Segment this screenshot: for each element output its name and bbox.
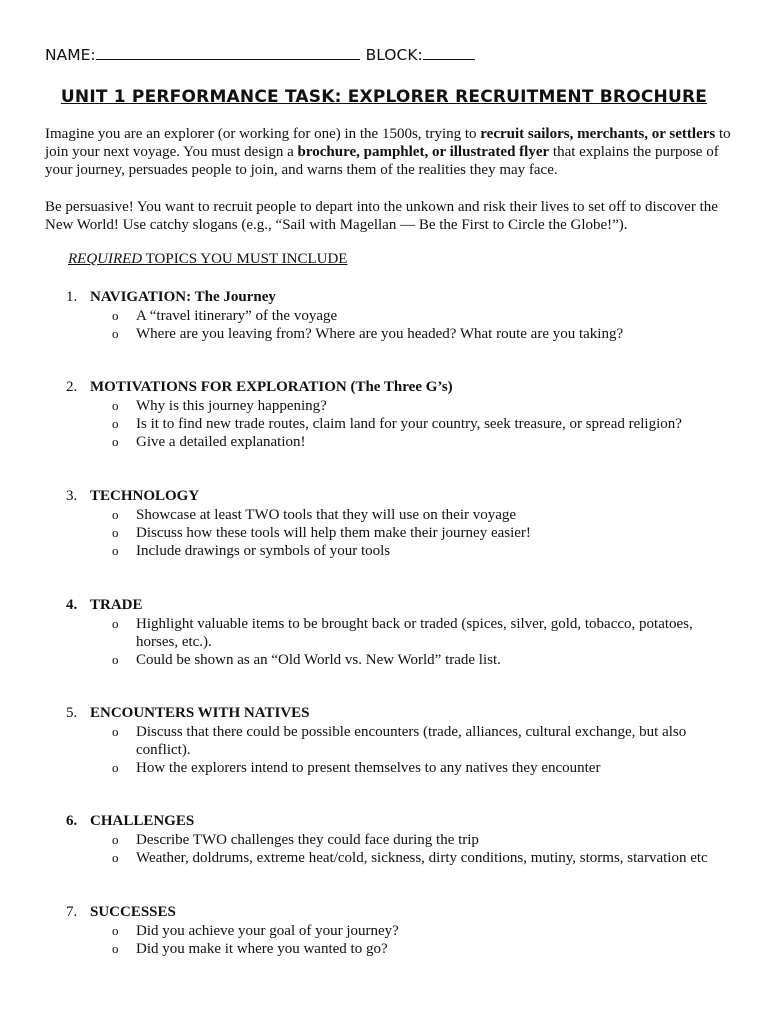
topic-title: ENCOUNTERS WITH NATIVES <box>90 705 310 721</box>
list-item <box>0 723 768 759</box>
topic-number: 2. <box>66 379 78 395</box>
list-item <box>0 397 768 415</box>
list-item <box>0 542 768 560</box>
list-item <box>0 849 768 867</box>
bullet-text: Give a detailed explanation! <box>136 434 306 450</box>
bullet-circle-icon: o <box>112 652 119 667</box>
list-item <box>0 615 768 651</box>
bullet-circle-icon: o <box>112 850 119 865</box>
bullet-text: Did you achieve your goal of your journey? <box>136 923 399 939</box>
list-item <box>0 831 768 849</box>
bullet-circle-icon: o <box>112 434 119 449</box>
topic-number: 7. <box>66 904 78 920</box>
bullet-list <box>0 615 768 669</box>
persuasion-paragraph: Be persuasive! You want to recruit people to depart into the unkown and risk their lives to set off to discover the New World! Use catchy slogans (e.g., “Sail with Magellan — Be the First to Circle the Globe!”). <box>45 199 718 233</box>
bullet-text: How the explorers intend to present themselves to any natives they encounter <box>136 760 601 776</box>
list-item <box>0 940 768 958</box>
required-rest: TOPICS YOU MUST INCLUDE <box>142 251 348 267</box>
bullet-text: Discuss how these tools will help them make their journey easier! <box>136 525 531 541</box>
bullet-circle-icon: o <box>112 398 119 413</box>
bullet-circle-icon: o <box>112 616 119 631</box>
bullet-circle-icon: o <box>112 923 119 938</box>
list-item <box>0 759 768 777</box>
topic-title: CHALLENGES <box>90 813 195 829</box>
list-item <box>0 415 768 433</box>
bullet-list <box>0 397 768 451</box>
bullet-list <box>0 922 768 958</box>
bullet-list <box>0 307 768 343</box>
topic-title: MOTIVATIONS FOR EXPLORATION (The Three G’s) <box>90 379 453 395</box>
intro-text-2: to join your next voyage. You must design a <box>45 126 731 160</box>
intro-text-1: Imagine you are an explorer (or working for one) in the 1500s, trying to <box>45 126 481 142</box>
topic-number: 5. <box>66 705 78 721</box>
bullet-text: Where are you leaving from? Where are you headed? What route are you taking? <box>136 326 624 342</box>
list-item <box>0 506 768 524</box>
topic-number: 3. <box>66 488 78 504</box>
bullet-text: Could be shown as an “Old World vs. New World” trade list. <box>136 652 501 668</box>
topic-number: 1. <box>66 289 78 305</box>
bullet-circle-icon: o <box>112 760 119 775</box>
bullet-list <box>0 831 768 867</box>
bullet-circle-icon: o <box>112 326 119 341</box>
header-fields <box>45 45 475 64</box>
intro-bold-1: recruit sailors, merchants, or settlers <box>480 126 716 142</box>
required-emphasis: REQUIRED <box>68 251 143 267</box>
bullet-circle-icon: o <box>112 507 119 522</box>
list-item <box>0 922 768 940</box>
bullet-circle-icon: o <box>112 832 119 847</box>
block-blank-line[interactable] <box>423 45 475 60</box>
list-item <box>0 307 768 325</box>
topic-title: SUCCESSES <box>90 904 176 920</box>
bullet-circle-icon: o <box>112 543 119 558</box>
bullet-text: Discuss that there could be possible encounters (trade, alliances, cultural exchange, but also conflict). <box>136 724 687 758</box>
name-label: NAME: <box>45 46 96 64</box>
topic-title: TRADE <box>90 597 143 613</box>
bullet-text: Include drawings or symbols of your tools <box>136 543 391 559</box>
required-topics-heading <box>68 251 347 268</box>
topic-title: NAVIGATION: The Journey <box>90 289 276 305</box>
bullet-circle-icon: o <box>112 525 119 540</box>
intro-paragraph <box>45 125 735 179</box>
bullet-circle-icon: o <box>112 308 119 323</box>
bullet-text: Did you make it where you wanted to go? <box>136 941 388 957</box>
bullet-circle-icon: o <box>112 416 119 431</box>
bullet-text: Highlight valuable items to be brought back or traded (spices, silver, gold, tobacco, potatoes, horses, etc.). <box>136 616 693 650</box>
bullet-list <box>0 723 768 777</box>
bullet-text: Showcase at least TWO tools that they will use on their voyage <box>136 507 517 523</box>
topic-number: 6. <box>66 813 78 829</box>
bullet-list <box>0 506 768 560</box>
list-item <box>0 325 768 343</box>
topic-title: TECHNOLOGY <box>90 488 200 504</box>
bullet-circle-icon: o <box>112 724 119 739</box>
bullet-text: Is it to find new trade routes, claim land for your country, seek treasure, or spread religion? <box>136 416 682 432</box>
bullet-circle-icon: o <box>112 941 119 956</box>
page-title: UNIT 1 PERFORMANCE TASK: EXPLORER RECRUITMENT BROCHURE <box>60 87 708 107</box>
topic-number: 4. <box>66 597 78 613</box>
bullet-text: Weather, doldrums, extreme heat/cold, sickness, dirty conditions, mutiny, storms, starvation etc <box>136 850 708 866</box>
bullet-text: Why is this journey happening? <box>136 398 327 414</box>
block-label: BLOCK: <box>365 46 423 64</box>
intro-bold-2: brochure, pamphlet, or illustrated flyer <box>297 144 550 160</box>
list-item <box>0 651 768 669</box>
list-item <box>0 524 768 542</box>
bullet-text: Describe TWO challenges they could face during the trip <box>136 832 479 848</box>
bullet-text: A “travel itinerary” of the voyage <box>136 308 338 324</box>
intro-text-3: that explains the purpose of your journey, persuades people to join, and warns them of the realities they may face. <box>45 144 719 178</box>
list-item <box>0 433 768 451</box>
name-blank-line[interactable] <box>96 45 360 60</box>
